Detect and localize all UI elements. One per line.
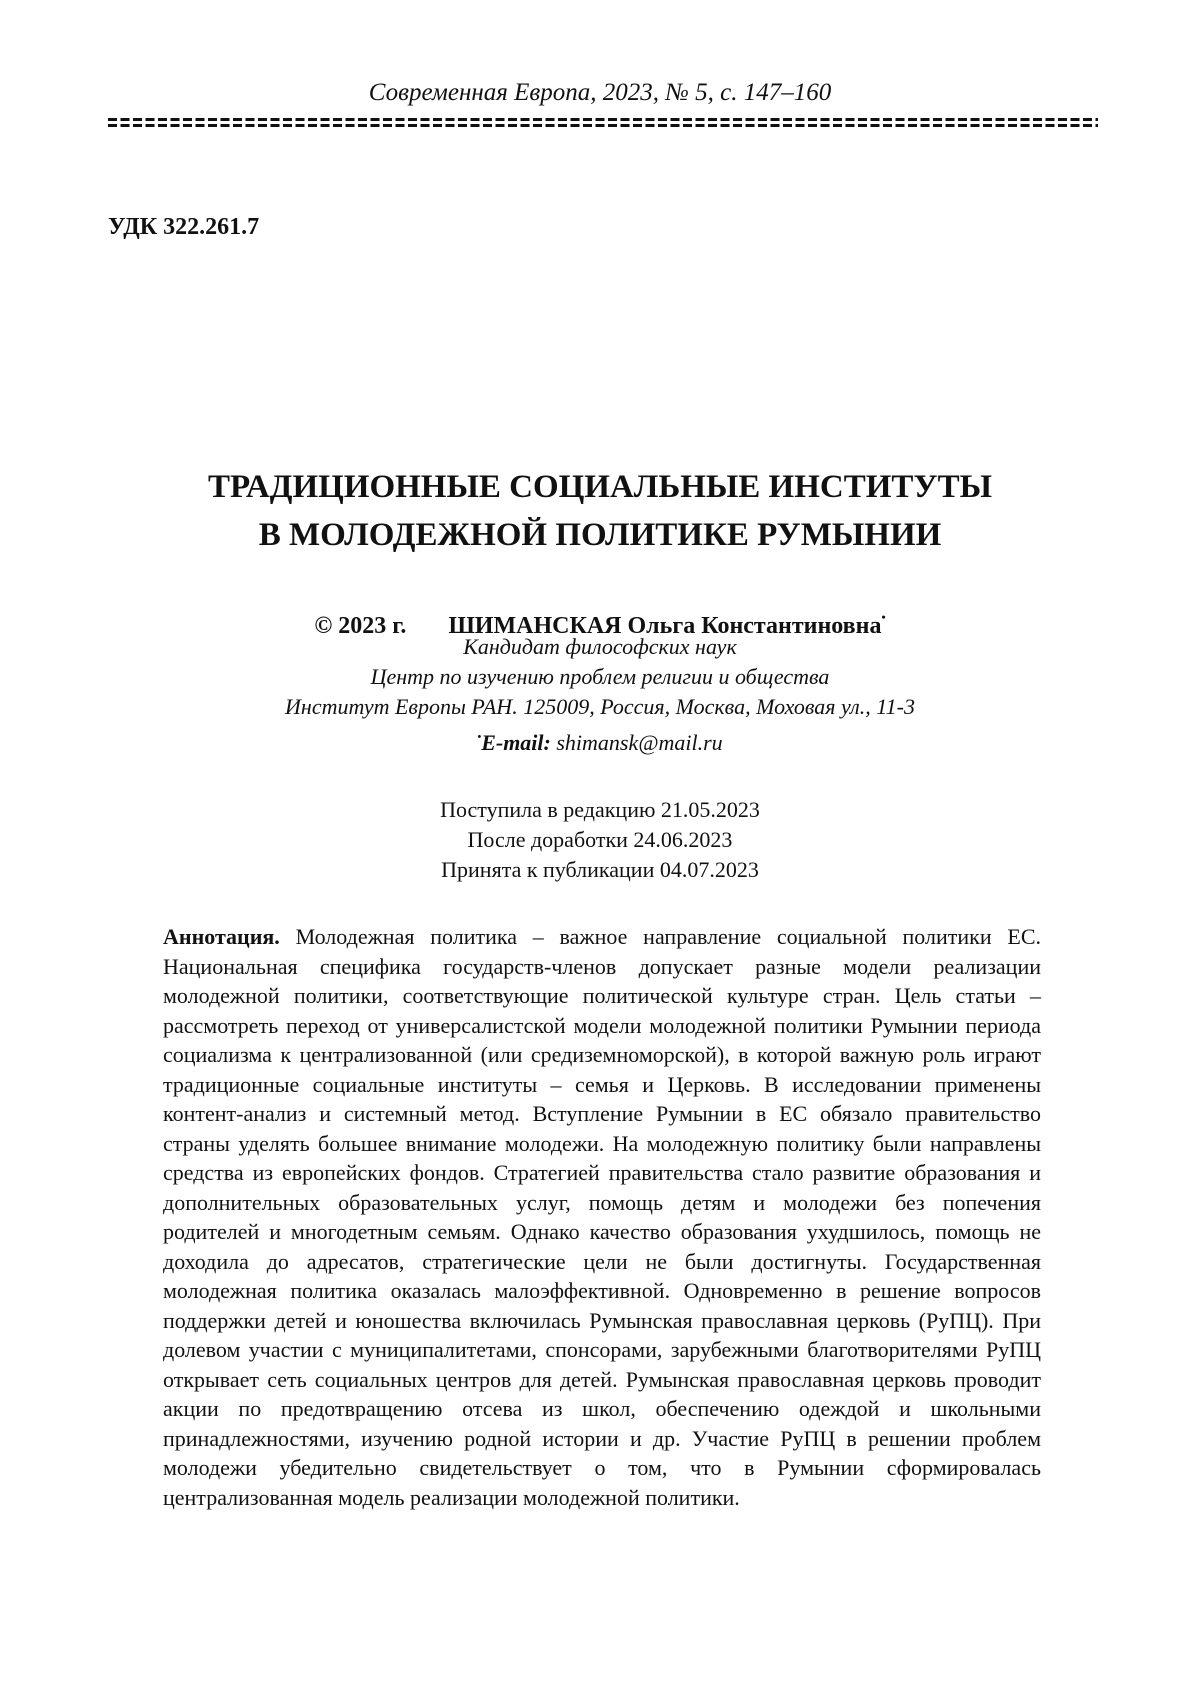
- abstract: [163, 922, 1041, 1512]
- date-accepted: Принята к публикации 04.07.2023: [441, 857, 759, 882]
- email-footnote-mark: •: [477, 731, 482, 743]
- email-address[interactable]: shimansk@mail.ru: [556, 730, 723, 755]
- date-received: Поступила в редакцию 21.05.2023: [440, 797, 760, 822]
- author-degree: Кандидат философских наук: [463, 634, 737, 659]
- copyright-year: © 2023 г.: [314, 613, 407, 639]
- abstract-label: Аннотация.: [163, 924, 280, 949]
- abstract-text: Молодежная политика – важное направление социальной политики ЕС. Национальная специфика государств-членов допускает разные модели реализации молодежной политики, соответствующие политической культуре стран. Цель статьи – рассмотреть переход от универсалистской модели молодежной политики Румынии периода социализма к централизованной (или средиземноморской), в которой важную роль играют традиционные социальные институты – семья и Церковь. В исследовании применены контент-анализ и системный метод. Вступление Румынии в ЕС обязало правительство страны уделять большее внимание молодежи. На молодежную политику были направлены средства из европейских фондов. Стратегией правительства стало развитие образования и дополнительных образовательных услуг, помощь детям и молодежи без попечения родителей и многодетным семьям. Однако качество образования ухудшилось, помощь не доходила до адресатов, стратегические цели не были достигнуты. Государственная молодежная политика оказалась малоэффективной. Одновременно в решение вопросов поддержки детей и юношества включилась Румынская православная церковь (РуПЦ). При долевом участии с муниципалитетами, спонсорами, зарубежными благотворителями РуПЦ открывает сеть социальных центров для детей. Румынская православная церковь проводит акции по предотвращению отсева из школ, обеспечению одеждой и школьными принадлежностями, изучению родной истории и др. Участие РуПЦ в решении проблем молодежи убедительно свидетельствует о том, что в Румынии сформировалась централизованная модель реализации молодежной политики.: [163, 924, 1041, 1510]
- title-line-2: В МОЛОДЕЖНОЙ ПОЛИТИКЕ РУМЫНИИ: [258, 517, 942, 553]
- submission-dates: [0, 795, 1200, 885]
- author-center: Центр по изучению проблем религии и общества: [370, 664, 830, 689]
- article-title: [0, 463, 1200, 559]
- header-rule-bottom: [108, 124, 1098, 127]
- author-affiliation: [0, 632, 1200, 758]
- header-double-dashed-rule: [108, 118, 1098, 130]
- author-institute: Институт Европы РАН. 125009, Россия, Москва, Моховая ул., 11-3: [285, 694, 915, 719]
- author-email-line: [0, 722, 1200, 758]
- header-rule-top: [108, 118, 1098, 121]
- email-label: E-mail:: [481, 730, 551, 755]
- author-footnote-mark: •: [881, 610, 886, 624]
- author-name: ШИМАНСКАЯ Ольга Константиновна: [448, 613, 882, 639]
- title-line-1: ТРАДИЦИОННЫЕ СОЦИАЛЬНЫЕ ИНСТИТУТЫ: [207, 469, 993, 505]
- date-revised: После доработки 24.06.2023: [467, 827, 733, 852]
- running-head: Современная Европа, 2023, № 5, с. 147–160: [368, 79, 832, 106]
- udk-code: УДК 322.261.7: [108, 214, 260, 240]
